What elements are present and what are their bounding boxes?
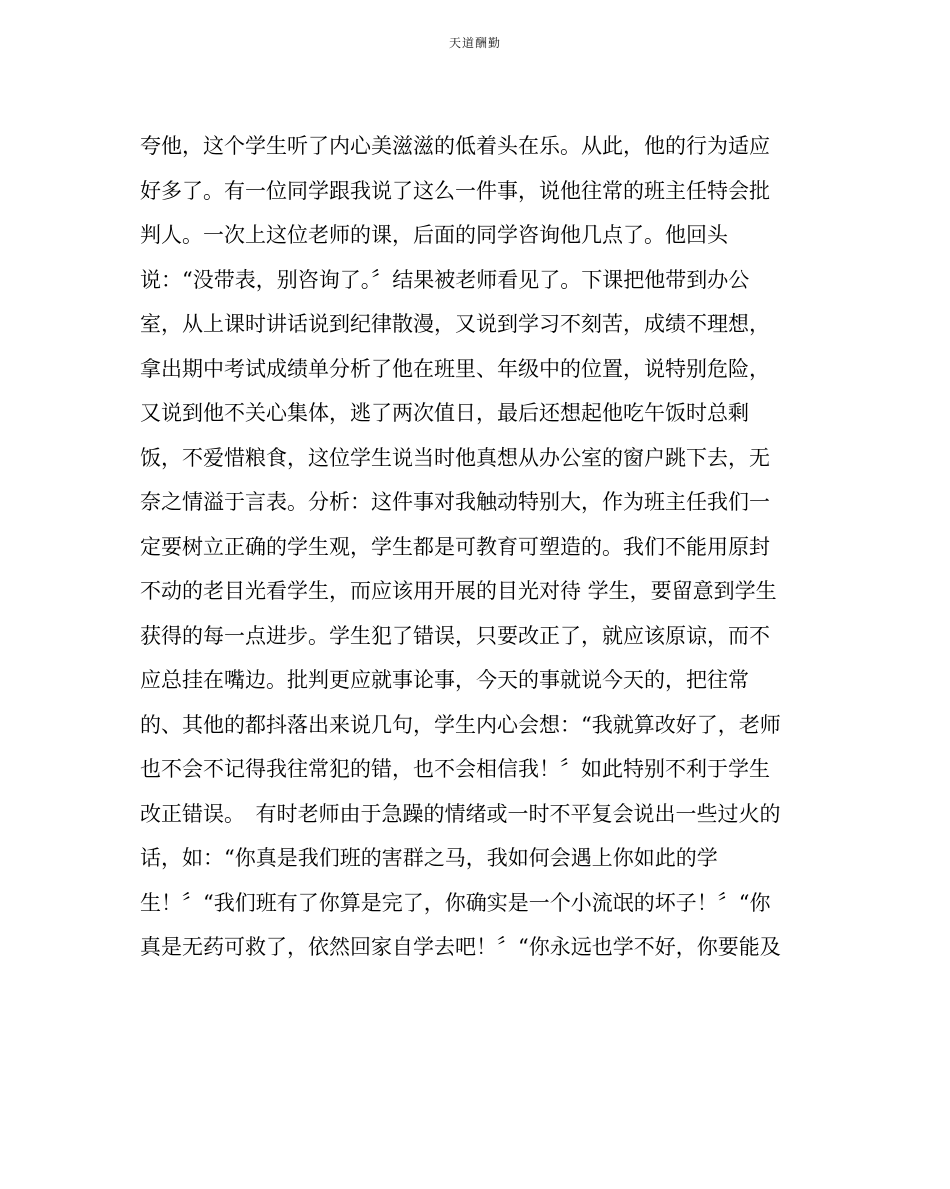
text-line: 又说到他不关心集体，逃了两次值日，最后还想起他吃午饭时总剩 <box>140 401 749 425</box>
text-line: 室，从上课时讲话说到纪律散漫，又说到学习不刻苦，成绩不理想， <box>140 312 770 336</box>
text-line: 定要树立正确的学生观，学生都是可教育可塑造的。我们不能用原封 <box>140 534 770 559</box>
text-line: 应总挂在嘴边。批判更应就事论事，今天的事就说今天的，把往常 <box>140 668 749 692</box>
page-header: 天道酬勤 <box>448 36 501 50</box>
text-line: 获得的每一点进步。学生犯了错误，只要改正了，就应该原谅，而不 <box>140 623 770 648</box>
text-line: 夸他，这个学生听了内心美滋滋的低着头在乐。从此，他的行为适应 <box>140 134 770 158</box>
text-line: 生！〞“我们班有了你算是完了，你确实是一个小流氓的坏子！〞“你 <box>140 890 771 915</box>
text-line: 不动的老目光看学生，而应该用开展的目光对待 学生，要留意到学生 <box>140 579 777 603</box>
text-line: 奈之情溢于言表。分析：这件事对我触动特别大，作为班主任我们一 <box>140 490 770 514</box>
text-line: 判人。一次上这位老师的课，后面的同学咨询他几点了。他回头 <box>140 223 728 247</box>
text-line: 拿出期中考试成绩单分析了他在班里、年级中的位置，说特别危险， <box>140 356 770 381</box>
text-line: 好多了。有一位同学跟我说了这么一件事，说他往常的班主任特会批 <box>140 178 770 203</box>
text-line: 真是无药可救了，依然回家自学去吧！〞“你永远也学不好，你要能及 <box>140 935 781 959</box>
text-line: 的、其他的都抖落出来说几句，学生内心会想：“我就算改好了，老师 <box>140 712 781 737</box>
text-line: 也不会不记得我往常犯的错，也不会相信我！〞如此特别不利于学生 <box>140 757 770 781</box>
document-body <box>140 124 820 970</box>
text-line: 话，如：“你真是我们班的害群之马，我如何会遇上你如此的学 <box>140 846 718 870</box>
text-line: 改正错误。 有时老师由于急躁的情绪或一时不平复会说出一些过火的 <box>140 801 781 826</box>
text-line: 说：“没带表，别咨询了。〞结果被老师看见了。下课把他带到办公 <box>140 267 750 292</box>
text-line: 饭，不爱惜粮食，这位学生说当时他真想从办公室的窗户跳下去，无 <box>140 445 770 470</box>
